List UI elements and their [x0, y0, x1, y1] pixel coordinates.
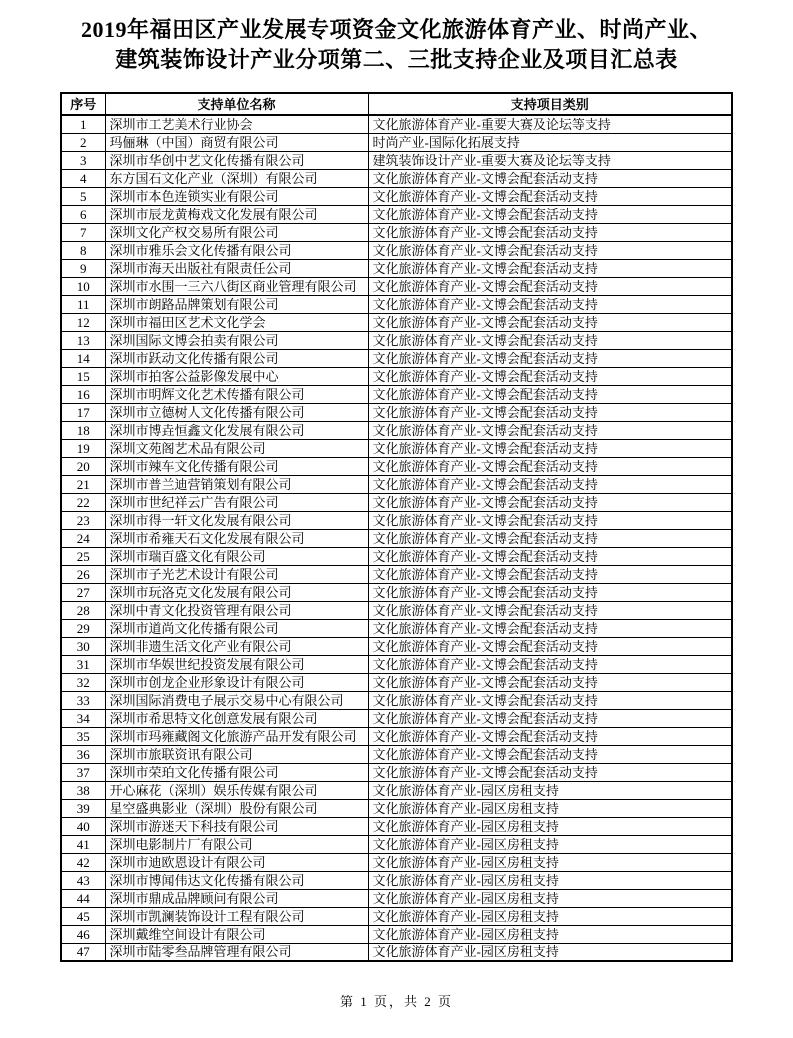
- row-index-cell: 3: [61, 151, 105, 169]
- row-unit-name-cell: 深圳市明辉文化艺术传播有限公司: [105, 385, 368, 403]
- row-index-cell: 21: [61, 475, 105, 493]
- table-row: [61, 115, 732, 133]
- row-project-category-cell: 文化旅游体育产业-文博会配套活动支持: [368, 349, 732, 367]
- page-title-line-2: 建筑装饰设计产业分项第二、三批支持企业及项目汇总表: [115, 47, 678, 72]
- row-project-category-cell: 文化旅游体育产业-园区房租支持: [368, 781, 732, 799]
- row-index-cell: 19: [61, 439, 105, 457]
- table-row: [61, 745, 732, 763]
- row-unit-name-cell: 深圳市旅联资讯有限公司: [105, 745, 368, 763]
- row-index-cell: 4: [61, 169, 105, 187]
- row-index-cell: 46: [61, 925, 105, 943]
- table-row: [61, 493, 732, 511]
- row-project-category-cell: 文化旅游体育产业-文博会配套活动支持: [368, 457, 732, 475]
- table-row: [61, 619, 732, 637]
- row-unit-name-cell: 深圳市迪欧恩设计有限公司: [105, 853, 368, 871]
- row-index-cell: 41: [61, 835, 105, 853]
- row-unit-name-cell: 深圳市瑞百盛文化有限公司: [105, 547, 368, 565]
- table-row: [61, 925, 732, 943]
- table-row: [61, 601, 732, 619]
- row-project-category-cell: 文化旅游体育产业-文博会配套活动支持: [368, 583, 732, 601]
- table-row: [61, 907, 732, 925]
- table-row: [61, 331, 732, 349]
- row-index-cell: 6: [61, 205, 105, 223]
- table-row: [61, 367, 732, 385]
- table-header-row: [61, 93, 732, 115]
- table-row: [61, 799, 732, 817]
- table-row: [61, 583, 732, 601]
- header-index: 序号: [61, 93, 105, 115]
- table-row: [61, 421, 732, 439]
- row-unit-name-cell: 开心麻花（深圳）娱乐传媒有限公司: [105, 781, 368, 799]
- row-project-category-cell: 文化旅游体育产业-文博会配套活动支持: [368, 565, 732, 583]
- row-unit-name-cell: 深圳市玩洛克文化发展有限公司: [105, 583, 368, 601]
- row-unit-name-cell: 深圳戴维空间设计有限公司: [105, 925, 368, 943]
- row-project-category-cell: 文化旅游体育产业-文博会配套活动支持: [368, 385, 732, 403]
- row-unit-name-cell: 深圳市立德树人文化传播有限公司: [105, 403, 368, 421]
- row-index-cell: 9: [61, 259, 105, 277]
- table-row: [61, 349, 732, 367]
- row-project-category-cell: 文化旅游体育产业-园区房租支持: [368, 889, 732, 907]
- table-row: [61, 817, 732, 835]
- row-unit-name-cell: 深圳国际文博会拍卖有限公司: [105, 331, 368, 349]
- page-number-footer: 第 1 页，共 2 页: [339, 994, 453, 1009]
- row-index-cell: 23: [61, 511, 105, 529]
- table-row: [61, 565, 732, 583]
- row-unit-name-cell: 深圳市拍客公益影像发展中心: [105, 367, 368, 385]
- row-index-cell: 38: [61, 781, 105, 799]
- row-unit-name-cell: 深圳市海天出版社有限责任公司: [105, 259, 368, 277]
- row-project-category-cell: 文化旅游体育产业-重要大赛及论坛等支持: [368, 115, 732, 133]
- row-unit-name-cell: 深圳市玛雍藏阁文化旅游产品开发有限公司: [105, 727, 368, 745]
- row-unit-name-cell: 深圳市凯澜装饰设计工程有限公司: [105, 907, 368, 925]
- row-index-cell: 43: [61, 871, 105, 889]
- row-project-category-cell: 文化旅游体育产业-文博会配套活动支持: [368, 241, 732, 259]
- row-unit-name-cell: 深圳市游迷天下科技有限公司: [105, 817, 368, 835]
- table-row: [61, 547, 732, 565]
- row-index-cell: 2: [61, 133, 105, 151]
- table-row: [61, 169, 732, 187]
- row-index-cell: 29: [61, 619, 105, 637]
- row-unit-name-cell: 深圳文化产权交易所有限公司: [105, 223, 368, 241]
- row-index-cell: 34: [61, 709, 105, 727]
- row-index-cell: 12: [61, 313, 105, 331]
- table-row: [61, 853, 732, 871]
- row-project-category-cell: 文化旅游体育产业-文博会配套活动支持: [368, 439, 732, 457]
- row-index-cell: 8: [61, 241, 105, 259]
- row-unit-name-cell: 深圳市工艺美术行业协会: [105, 115, 368, 133]
- header-project-category: 支持项目类别: [368, 93, 732, 115]
- row-unit-name-cell: 深圳市希雍天石文化发展有限公司: [105, 529, 368, 547]
- page-title: [0, 0, 793, 75]
- row-unit-name-cell: 深圳市辰龙黄梅戏文化发展有限公司: [105, 205, 368, 223]
- row-project-category-cell: 文化旅游体育产业-文博会配套活动支持: [368, 223, 732, 241]
- row-index-cell: 37: [61, 763, 105, 781]
- row-project-category-cell: 文化旅游体育产业-文博会配套活动支持: [368, 763, 732, 781]
- row-project-category-cell: 文化旅游体育产业-园区房租支持: [368, 817, 732, 835]
- row-index-cell: 31: [61, 655, 105, 673]
- row-unit-name-cell: 深圳市博闻伟达文化传播有限公司: [105, 871, 368, 889]
- table-row: [61, 151, 732, 169]
- row-unit-name-cell: 深圳国际消费电子展示交易中心有限公司: [105, 691, 368, 709]
- table-row: [61, 727, 732, 745]
- row-index-cell: 32: [61, 673, 105, 691]
- row-index-cell: 1: [61, 115, 105, 133]
- row-project-category-cell: 文化旅游体育产业-园区房租支持: [368, 799, 732, 817]
- table-row: [61, 943, 732, 961]
- row-unit-name-cell: 深圳市普兰迪营销策划有限公司: [105, 475, 368, 493]
- row-project-category-cell: 文化旅游体育产业-文博会配套活动支持: [368, 691, 732, 709]
- row-project-category-cell: 文化旅游体育产业-文博会配套活动支持: [368, 619, 732, 637]
- row-index-cell: 17: [61, 403, 105, 421]
- table-row: [61, 637, 732, 655]
- row-project-category-cell: 文化旅游体育产业-文博会配套活动支持: [368, 547, 732, 565]
- row-index-cell: 45: [61, 907, 105, 925]
- table-row: [61, 205, 732, 223]
- table-row: [61, 475, 732, 493]
- row-unit-name-cell: 深圳非遗生活文化产业有限公司: [105, 637, 368, 655]
- row-index-cell: 20: [61, 457, 105, 475]
- row-index-cell: 14: [61, 349, 105, 367]
- row-unit-name-cell: 深圳文苑阁艺术品有限公司: [105, 439, 368, 457]
- table-row: [61, 835, 732, 853]
- row-unit-name-cell: 深圳市希思特文化创意发展有限公司: [105, 709, 368, 727]
- row-project-category-cell: 文化旅游体育产业-文博会配套活动支持: [368, 313, 732, 331]
- table-row: [61, 889, 732, 907]
- row-project-category-cell: 文化旅游体育产业-园区房租支持: [368, 835, 732, 853]
- row-project-category-cell: 文化旅游体育产业-文博会配套活动支持: [368, 493, 732, 511]
- row-index-cell: 39: [61, 799, 105, 817]
- row-project-category-cell: 文化旅游体育产业-文博会配套活动支持: [368, 187, 732, 205]
- row-project-category-cell: 文化旅游体育产业-文博会配套活动支持: [368, 601, 732, 619]
- row-unit-name-cell: 深圳市朗路品牌策划有限公司: [105, 295, 368, 313]
- row-index-cell: 35: [61, 727, 105, 745]
- row-unit-name-cell: 东方国石文化产业（深圳）有限公司: [105, 169, 368, 187]
- row-index-cell: 24: [61, 529, 105, 547]
- row-project-category-cell: 文化旅游体育产业-文博会配套活动支持: [368, 277, 732, 295]
- row-project-category-cell: 文化旅游体育产业-文博会配套活动支持: [368, 709, 732, 727]
- table-row: [61, 403, 732, 421]
- row-index-cell: 7: [61, 223, 105, 241]
- row-index-cell: 10: [61, 277, 105, 295]
- row-project-category-cell: 建筑装饰设计产业-重要大赛及论坛等支持: [368, 151, 732, 169]
- row-index-cell: 36: [61, 745, 105, 763]
- row-unit-name-cell: 深圳市辣车文化传播有限公司: [105, 457, 368, 475]
- table-row: [61, 529, 732, 547]
- row-project-category-cell: 文化旅游体育产业-文博会配套活动支持: [368, 673, 732, 691]
- row-index-cell: 13: [61, 331, 105, 349]
- row-index-cell: 47: [61, 943, 105, 961]
- row-unit-name-cell: 深圳市华创中艺文化传播有限公司: [105, 151, 368, 169]
- table-row: [61, 691, 732, 709]
- row-project-category-cell: 文化旅游体育产业-文博会配套活动支持: [368, 295, 732, 313]
- table-row: [61, 763, 732, 781]
- table-row: [61, 277, 732, 295]
- row-unit-name-cell: 深圳市华娱世纪投资发展有限公司: [105, 655, 368, 673]
- row-index-cell: 11: [61, 295, 105, 313]
- row-project-category-cell: 文化旅游体育产业-文博会配套活动支持: [368, 745, 732, 763]
- row-index-cell: 42: [61, 853, 105, 871]
- row-unit-name-cell: 深圳市世纪祥云广告有限公司: [105, 493, 368, 511]
- row-project-category-cell: 文化旅游体育产业-文博会配套活动支持: [368, 637, 732, 655]
- row-index-cell: 40: [61, 817, 105, 835]
- table-row: [61, 241, 732, 259]
- row-index-cell: 27: [61, 583, 105, 601]
- table-row: [61, 511, 732, 529]
- page-title-line-1: 2019年福田区产业发展专项资金文化旅游体育产业、时尚产业、: [80, 17, 712, 42]
- row-project-category-cell: 文化旅游体育产业-文博会配套活动支持: [368, 529, 732, 547]
- row-index-cell: 25: [61, 547, 105, 565]
- row-project-category-cell: 文化旅游体育产业-文博会配套活动支持: [368, 205, 732, 223]
- row-project-category-cell: 时尚产业-国际化拓展支持: [368, 133, 732, 151]
- row-project-category-cell: 文化旅游体育产业-文博会配套活动支持: [368, 169, 732, 187]
- row-index-cell: 33: [61, 691, 105, 709]
- row-unit-name-cell: 深圳市鼎成品牌顾问有限公司: [105, 889, 368, 907]
- row-project-category-cell: 文化旅游体育产业-文博会配套活动支持: [368, 655, 732, 673]
- table-row: [61, 385, 732, 403]
- row-unit-name-cell: 深圳市荣珀文化传播有限公司: [105, 763, 368, 781]
- row-unit-name-cell: 深圳市道尚文化传播有限公司: [105, 619, 368, 637]
- row-project-category-cell: 文化旅游体育产业-文博会配套活动支持: [368, 727, 732, 745]
- row-unit-name-cell: 深圳市福田区艺术文化学会: [105, 313, 368, 331]
- row-unit-name-cell: 深圳市陆零叁品牌管理有限公司: [105, 943, 368, 961]
- row-project-category-cell: 文化旅游体育产业-园区房租支持: [368, 943, 732, 961]
- row-project-category-cell: 文化旅游体育产业-园区房租支持: [368, 853, 732, 871]
- table-row: [61, 259, 732, 277]
- row-index-cell: 22: [61, 493, 105, 511]
- row-project-category-cell: 文化旅游体育产业-文博会配套活动支持: [368, 421, 732, 439]
- table-row: [61, 673, 732, 691]
- table-row: [61, 781, 732, 799]
- row-index-cell: 26: [61, 565, 105, 583]
- table-row: [61, 133, 732, 151]
- row-unit-name-cell: 星空盛典影业（深圳）股份有限公司: [105, 799, 368, 817]
- header-unit-name: 支持单位名称: [105, 93, 368, 115]
- row-unit-name-cell: 深圳市创龙企业形象设计有限公司: [105, 673, 368, 691]
- table-row: [61, 187, 732, 205]
- row-project-category-cell: 文化旅游体育产业-文博会配套活动支持: [368, 367, 732, 385]
- table-row: [61, 655, 732, 673]
- row-project-category-cell: 文化旅游体育产业-文博会配套活动支持: [368, 331, 732, 349]
- row-unit-name-cell: 深圳市子光艺术设计有限公司: [105, 565, 368, 583]
- row-project-category-cell: 文化旅游体育产业-文博会配套活动支持: [368, 403, 732, 421]
- table-row: [61, 709, 732, 727]
- row-index-cell: 44: [61, 889, 105, 907]
- table-row: [61, 313, 732, 331]
- row-unit-name-cell: 玛俪琳（中国）商贸有限公司: [105, 133, 368, 151]
- row-unit-name-cell: 深圳市得一轩文化发展有限公司: [105, 511, 368, 529]
- row-index-cell: 28: [61, 601, 105, 619]
- table-body: [61, 115, 732, 961]
- row-unit-name-cell: 深圳市跃动文化传播有限公司: [105, 349, 368, 367]
- support-summary-table: [60, 92, 733, 962]
- row-project-category-cell: 文化旅游体育产业-园区房租支持: [368, 907, 732, 925]
- row-unit-name-cell: 深圳市水围一三六八街区商业管理有限公司: [105, 277, 368, 295]
- table-row: [61, 439, 732, 457]
- row-project-category-cell: 文化旅游体育产业-文博会配套活动支持: [368, 259, 732, 277]
- row-index-cell: 18: [61, 421, 105, 439]
- row-index-cell: 30: [61, 637, 105, 655]
- table-row: [61, 871, 732, 889]
- row-index-cell: 15: [61, 367, 105, 385]
- table-row: [61, 295, 732, 313]
- row-unit-name-cell: 深圳电影制片厂有限公司: [105, 835, 368, 853]
- row-unit-name-cell: 深圳市博垚恒鑫文化发展有限公司: [105, 421, 368, 439]
- row-index-cell: 16: [61, 385, 105, 403]
- row-unit-name-cell: 深圳市本色连锁实业有限公司: [105, 187, 368, 205]
- table-row: [61, 457, 732, 475]
- row-project-category-cell: 文化旅游体育产业-园区房租支持: [368, 871, 732, 889]
- row-index-cell: 5: [61, 187, 105, 205]
- row-unit-name-cell: 深圳中青文化投资管理有限公司: [105, 601, 368, 619]
- row-project-category-cell: 文化旅游体育产业-园区房租支持: [368, 925, 732, 943]
- row-project-category-cell: 文化旅游体育产业-文博会配套活动支持: [368, 511, 732, 529]
- table-row: [61, 223, 732, 241]
- row-project-category-cell: 文化旅游体育产业-文博会配套活动支持: [368, 475, 732, 493]
- row-unit-name-cell: 深圳市雅乐会文化传播有限公司: [105, 241, 368, 259]
